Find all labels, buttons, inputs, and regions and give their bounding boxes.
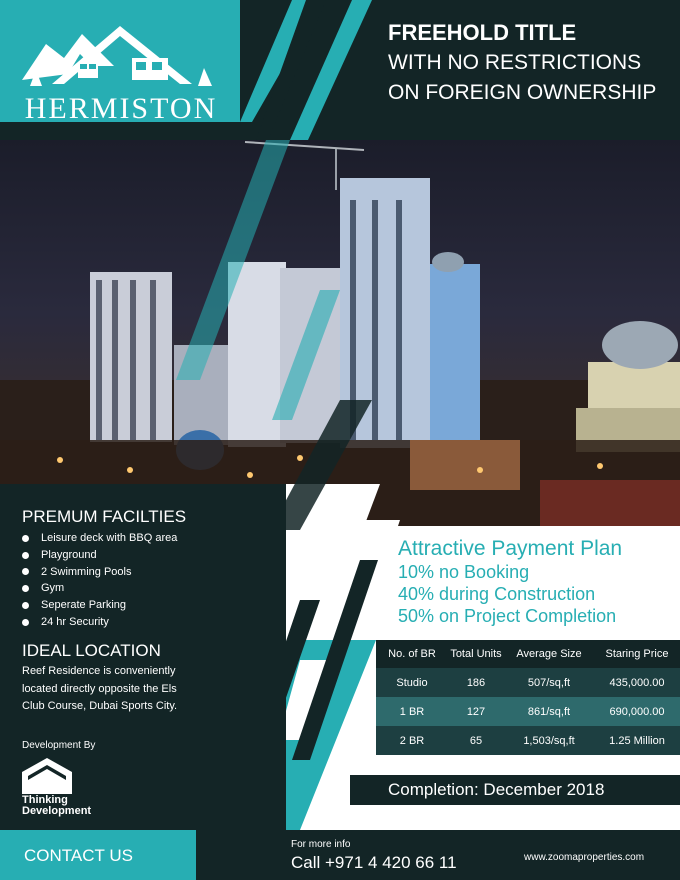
developer-name-line-2: Development xyxy=(22,805,92,817)
facilities-list xyxy=(22,530,177,631)
developer-logo-icon xyxy=(22,758,72,794)
payment-plan xyxy=(398,537,622,627)
headline xyxy=(388,18,656,108)
bullet-icon xyxy=(22,552,29,559)
list-item xyxy=(22,614,177,631)
house-mountain-logo-icon xyxy=(22,14,218,94)
table-cell: 186 xyxy=(466,676,486,689)
more-info-label: For more info xyxy=(291,839,351,850)
facility-label: 2 Swimming Pools xyxy=(41,565,132,578)
facility-label: Leisure deck with BBQ area xyxy=(41,532,178,544)
list-item xyxy=(22,530,177,547)
table-row xyxy=(376,697,680,726)
list-item xyxy=(22,564,177,581)
table-cell: Studio xyxy=(396,676,428,689)
column-header: Staring Price xyxy=(605,648,669,660)
column-header: No. of BR xyxy=(388,648,436,660)
table-cell: 65 xyxy=(469,734,483,747)
table-header-row xyxy=(376,640,680,668)
bullet-icon xyxy=(22,585,29,592)
facility-label: Playground xyxy=(41,548,97,561)
list-item xyxy=(22,580,177,597)
headline-line-2: WITH NO RESTRICTIONS xyxy=(388,51,642,74)
table-row xyxy=(376,726,680,755)
bullet-icon xyxy=(22,568,29,575)
table-cell: 1.25 Million xyxy=(609,734,665,747)
table-cell: 690,000.00 xyxy=(609,705,665,718)
column-header: Total Units xyxy=(450,648,502,660)
payment-title: Attractive Payment Plan xyxy=(398,537,623,560)
facility-label: Gym xyxy=(41,582,65,595)
developer-label: Development By xyxy=(22,740,96,751)
website-link[interactable]: www.zoomaproperties.com xyxy=(524,852,645,863)
headline-line-3: ON FOREIGN OWNERSHIP xyxy=(388,81,657,104)
phone-number: Call +971 4 420 66 11 xyxy=(291,853,457,872)
list-item xyxy=(22,597,177,614)
completion-banner xyxy=(350,775,680,805)
developer-name-line-1: Thinking xyxy=(22,794,68,806)
column-header: Average Size xyxy=(516,648,582,660)
table-cell: 127 xyxy=(466,705,486,718)
table-cell: 507/sq,ft xyxy=(527,676,571,689)
facilities-title: PREMUM FACILTIES xyxy=(22,507,187,526)
payment-line: 50% on Project Completion xyxy=(398,606,617,626)
location-description: Reef Residence is conveniently located directly opposite the Els Club Course, Dubai Sports City. xyxy=(22,665,178,712)
facility-label: Seperate Parking xyxy=(41,599,126,612)
payment-line: 40% during Construction xyxy=(398,584,596,604)
table-cell: 2 BR xyxy=(399,734,425,747)
headline-line-1: FREEHOLD TITLE xyxy=(388,20,577,45)
table-cell: 435,000.00 xyxy=(609,676,665,689)
table-cell: 861/sq,ft xyxy=(527,705,571,718)
units-table xyxy=(376,640,680,755)
location-title: IDEAL LOCATION xyxy=(22,641,161,660)
bullet-icon xyxy=(22,535,29,542)
brand-name: HERMISTON xyxy=(24,92,218,125)
table-cell: 1 BR xyxy=(399,705,425,718)
bullet-icon xyxy=(22,619,29,626)
facility-label: 24 hr Security xyxy=(41,615,109,628)
completion-text: Completion: December 2018 xyxy=(388,780,605,799)
list-item xyxy=(22,547,177,564)
table-row xyxy=(376,668,680,697)
developer-name xyxy=(22,795,91,817)
payment-line: 10% no Booking xyxy=(398,562,530,582)
table-cell: 1,503/sq,ft xyxy=(523,734,575,747)
bullet-icon xyxy=(22,602,29,609)
contact-us-label: CONTACT US xyxy=(24,846,133,865)
